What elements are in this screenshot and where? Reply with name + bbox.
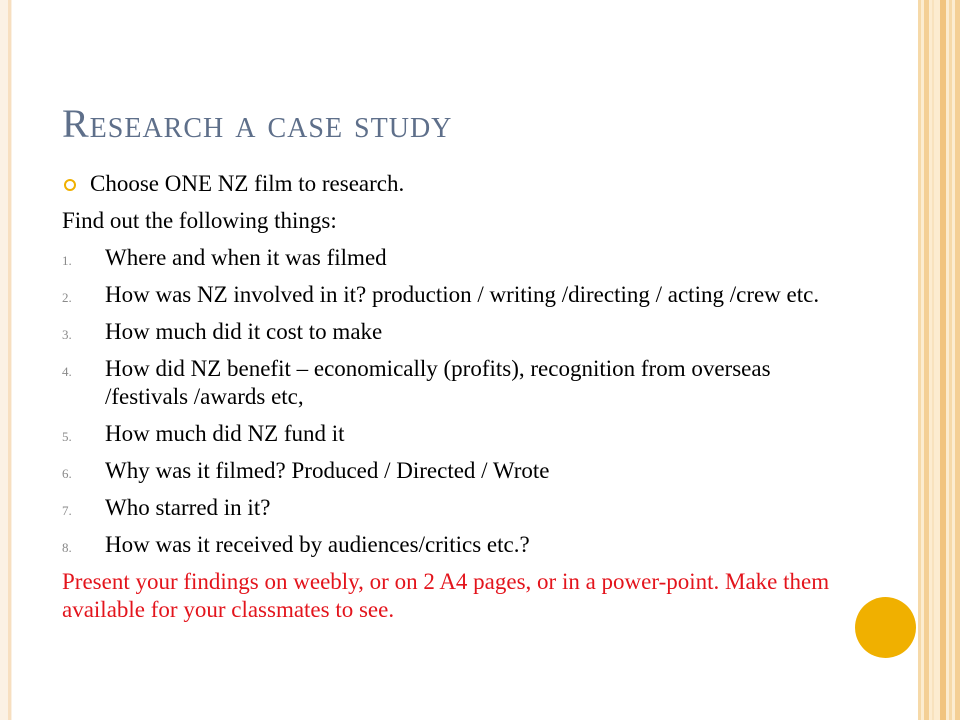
left-border-decoration [0,0,12,720]
list-item-text: Who starred in it? [105,495,271,520]
list-number: 2. [62,290,72,305]
list-item-text: How much did NZ fund it [105,421,345,446]
list-item-text: How was it received by audiences/critics etc.? [105,532,530,557]
right-stripe-decoration [918,0,960,720]
list-number: 7. [62,503,72,518]
list-number: 4. [62,364,72,379]
list-item [62,494,842,522]
list-number: 8. [62,540,72,555]
closing-instruction: Present your findings on weebly, or on 2 A4 pages, or in a power-point. Make them available for your classmates to see. [62,569,830,622]
list-number: 6. [62,466,72,481]
list-item-text: Where and when it was filmed [105,245,387,270]
intro-text: Find out the following things: [62,208,337,233]
slide-body [62,170,842,624]
list-item [62,318,842,346]
list-number: 5. [62,429,72,444]
list-item-text: How much did it cost to make [105,319,383,344]
numbered-list [62,244,842,559]
list-item-text: How did NZ benefit – economically (profits), recognition from overseas /festivals /awards etc, [105,356,771,409]
list-item [62,420,842,448]
bullet-text: Choose ONE NZ film to research. [90,171,405,196]
bullet-item [62,170,842,198]
list-number: 3. [62,327,72,342]
list-item [62,457,842,485]
list-item [62,281,842,309]
list-item [62,531,842,559]
list-number: 1. [62,253,72,268]
accent-circle-decoration [855,597,916,658]
list-item-text: Why was it filmed? Produced / Directed / Wrote [105,458,550,483]
ring-bullet-icon [64,179,76,191]
list-item [62,244,842,272]
list-item [62,355,842,411]
list-item-text: How was NZ involved in it? production / writing /directing / acting /crew etc. [105,282,820,307]
slide-title: Research a case study [62,101,453,146]
